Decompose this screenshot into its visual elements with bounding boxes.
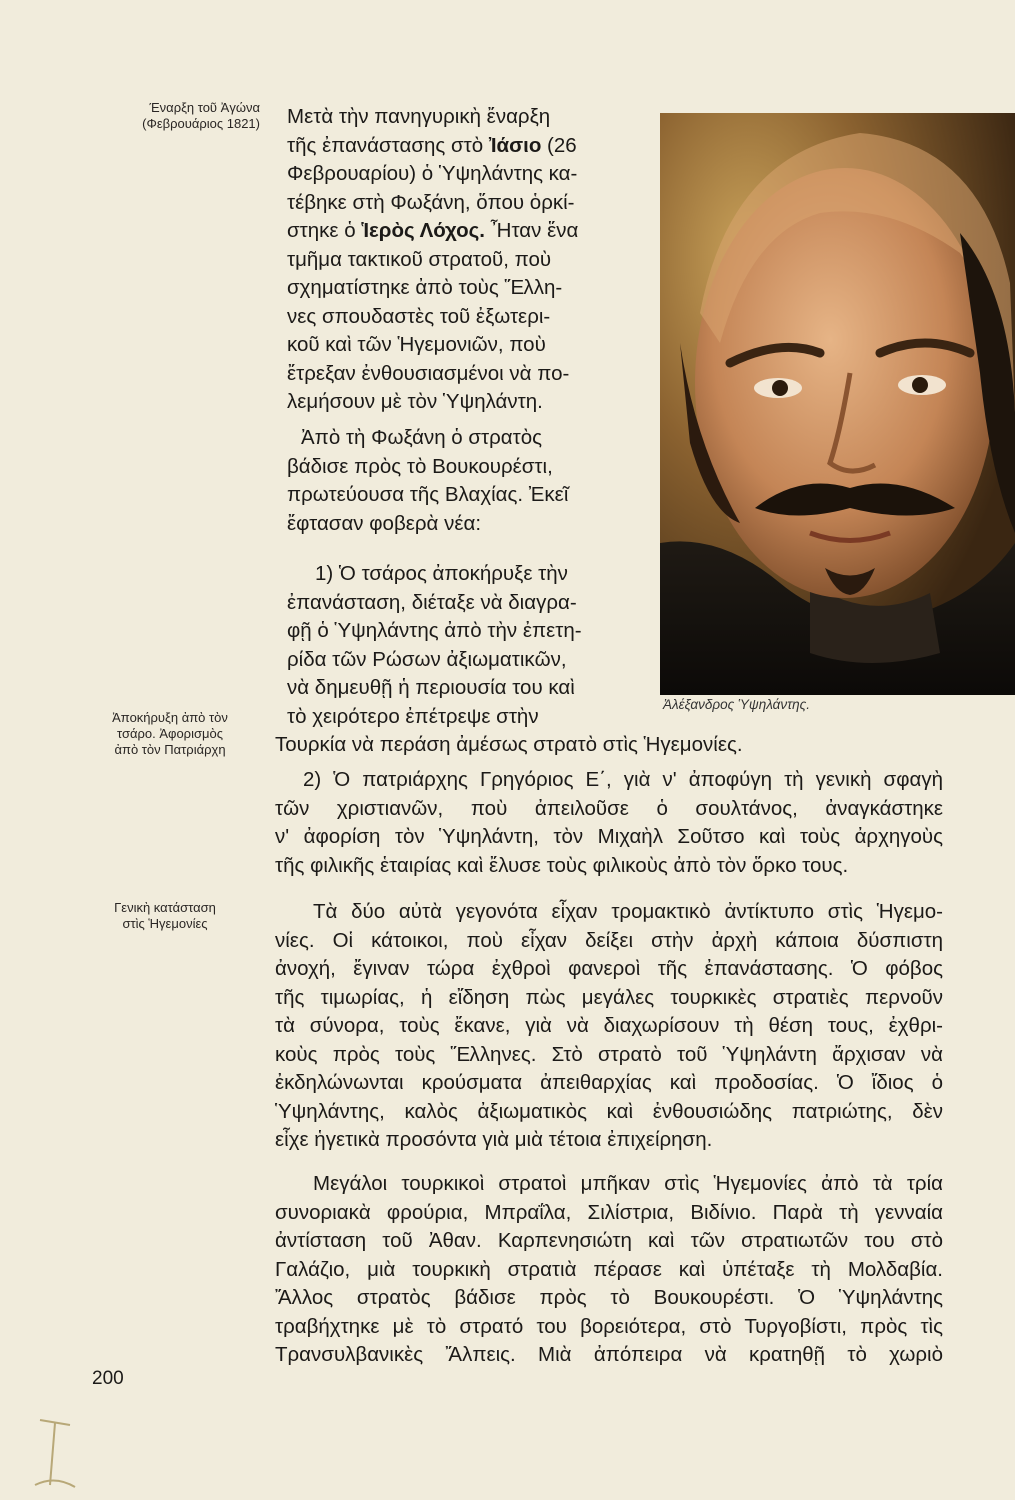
page-number: 200 (92, 1368, 124, 1389)
line-sacred-band: στηκε ὁ Ἱερὸς Λόχος. Ἦταν ἕνα (287, 219, 579, 242)
paragraph-item-2: 2) Ὁ πατριάρχης Γρηγόριος Ε΄, γιὰ ν' ἀποφύγη τὴ γενικὴ σφαγὴ τῶν χριστιανῶν, ποὺ ἀπειλοῦσε ὁ σουλτάνος, ἀναγκάστηκε ν' ἀφορίση τὸν Ὑψηλάντη, τὸν Μιχαὴλ Σοῦτσο καὶ τοὺς ἀρχηγοὺς τῆς φιλικῆς ἑταιρίας καὶ ἔλυσε τοὺς φιλικοὺς ἀπὸ τὸν ὅρκο τους. (275, 768, 943, 877)
portrait-image (660, 113, 1015, 695)
margin-note-excommunication: Ἀποκήρυξη ἀπὸ τὸν τσάρο. Ἀφορισμὸς ἀπὸ τὸν Πατριάρχη (112, 710, 228, 757)
pencil-mark-decoration (30, 1415, 80, 1495)
line-iasio: τῆς ἐπανάστασης στὸ Ἰάσιο (26 (287, 133, 577, 157)
paragraph-situation: Τὰ δύο αὐτὰ γεγονότα εἶχαν τρομακτικὸ ἀντίκτυπο στὶς Ἡγεμο- νίες. Οἱ κάτοικοι, ποὺ εἶχαν δείξει στὴν ἀρχὴ κάποια δύσπιστη ἀνοχή, ἔγιναν τώρα ἐχθροὶ φανεροὶ τῆς ἐπανάστασης. Ὁ φόβος τῆς τιμωρίας, ἡ εἴδηση πὼς μεγάλες τουρκικὲς στρατιὲς περνοῦν τὰ σύνορα, τοὺς ἔκανε, γιὰ νὰ διαχωρίσουν τὴ θέση τους, ἐχθρι- κοὺς πρὸς τοὺς Ἕλληνες. Στὸ στρατὸ τοῦ Ὑψηλάντη ἄρχισαν νὰ ἐκδηλώνωνται κρούσματα ἀπειθαρχίας καὶ προδοσίας. Ὁ ἴδιος ὁ Ὑψηλάντης, καλὸς ἀξιωματικὸς καὶ ἐνθουσιώδης πατριώτης, δὲν εἶχε ἡγετικὰ προσόντα γιὰ μιὰ τέτοια ἐπιχείρηση. (275, 900, 943, 1151)
portrait-ypsilantis (660, 113, 1015, 695)
paragraph-item-1: 1) Ὁ τσάρος ἀποκήρυξε τὴν ἐπανάσταση, διέταξε νὰ διαγρα- φῇ ὁ Ὑψηλάντης ἀπὸ τὴν ἐπετη- ρίδα τῶν Ρώσων ἀξιωματικῶν, νὰ δημευθῇ ἡ περιουσία του καὶ τὸ χειρότερο ἐπέτρεψε στὴν Τουρκία νὰ περάση ἀμέσως στρατὸ στὶς Ἡγεμονίες. (275, 562, 743, 756)
paragraph-turkish-armies: Μεγάλοι τουρκικοὶ στρατοὶ μπῆκαν στὶς Ἡγεμονίες ἀπὸ τὰ τρία συνοριακὰ φρούρια, Μπραΐλα, Σιλίστρια, Βιδίνιο. Παρὰ τὴ γενναία ἀντίσταση τοῦ Ἀθαν. Καρπενησιώτη καὶ τῶν στρατιωτῶν του στὸ Γαλάζιο, μιὰ τουρκικὴ στρατιὰ πέρασε καὶ ὑπέταξε τὴ Μολδαβία. Ἄλλος στρατὸς βάδισε πρὸς τὸ Βουκουρέστι. Ὁ Ὑψηλάντης τραβήχτηκε μὲ τὸ στρατό του βορειότερα, στὸ Τυργοβίστι, πρὸς τὶς Τρανσυλβανικὲς Ἄλπεις. Μιὰ ἀπόπειρα νὰ κρατηθῇ τὸ χωριὸ (275, 1172, 943, 1366)
portrait-caption: Ἀλέξανδρος Ὑψηλάντης. (663, 697, 810, 712)
paragraph-bucharest: Ἀπὸ τὴ Φωξάνη ὁ στρατὸς βάδισε πρὸς τὸ Βουκουρέστι, πρωτεύουσα τῆς Βλαχίας. Ἐκεῖ ἔφτασαν φοβερὰ νέα: (287, 426, 569, 535)
paragraph-intro: Μετὰ τὴν πανηγυρικὴ ἔναρξη τῆς ἐπανάστασης στὸ Ἰάσιο (26 Φεβρουαρίου) ὁ Ὑψηλάντης κα- τέβηκε στὴ Φωξάνη, ὅπου ὁρκί- στηκε ὁ Ἱερὸς Λόχος. Ἦταν ἕνα τμῆμα τακτικοῦ στρατοῦ, ποὺ σχηματίστηκε ἀπὸ τοὺς Ἕλλη- νες σπουδαστὲς τοῦ ἐξωτερι- κοῦ καὶ τῶν Ἡγεμονιῶν, ποὺ ἔτρεξαν ἐνθουσιασμένοι νὰ πο- λεμήσουν μὲ τὸν Ὑψηλάντη. (287, 103, 657, 417)
margin-note-general-situation: Γενικὴ κατάσταση στὶς Ἡγεμονίες (114, 900, 216, 931)
margin-note-start: Έναρξη τοῦ Ἀγώνα (Φεβρουάριος 1821) (142, 100, 260, 131)
